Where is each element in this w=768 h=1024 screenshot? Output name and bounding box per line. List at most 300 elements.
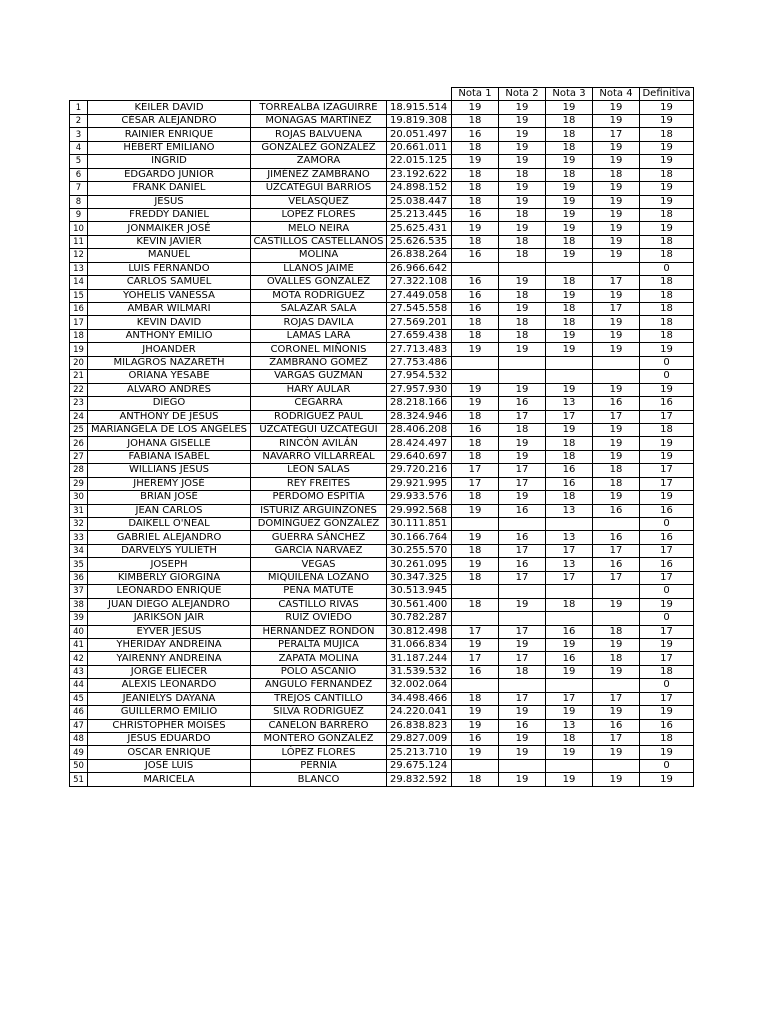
row-number: 41 (70, 638, 88, 651)
row-number: 39 (70, 612, 88, 625)
header-blank (251, 88, 387, 101)
table-row (70, 289, 694, 302)
student-id: 29.832.592 (387, 773, 452, 786)
student-id: 22.015.125 (387, 155, 452, 168)
grade-nota-3: 17 (546, 544, 593, 557)
table-row (70, 706, 694, 719)
grade-nota-2: 17 (499, 410, 546, 423)
grade-nota-3: 18 (546, 316, 593, 329)
student-first-name: MARICELA (88, 773, 251, 786)
grade-nota-2: 19 (499, 383, 546, 396)
table-row (70, 168, 694, 181)
row-number: 12 (70, 249, 88, 262)
header-definitiva: Definitiva (640, 88, 694, 101)
grade-nota-2: 19 (499, 343, 546, 356)
grade-definitiva: 18 (640, 249, 694, 262)
grade-nota-4: 19 (593, 706, 640, 719)
grade-nota-4: 19 (593, 343, 640, 356)
grade-nota-1: 18 (452, 598, 499, 611)
grade-nota-4: 16 (593, 531, 640, 544)
grade-nota-2: 19 (499, 733, 546, 746)
grade-nota-2: 18 (499, 289, 546, 302)
grade-nota-2: 16 (499, 397, 546, 410)
grade-nota-1: 19 (452, 706, 499, 719)
grade-nota-1: 19 (452, 746, 499, 759)
grade-nota-1: 18 (452, 410, 499, 423)
header-blank (70, 88, 88, 101)
grade-nota-4 (593, 518, 640, 531)
grade-nota-3: 19 (546, 101, 593, 114)
student-last-name: CEGARRA (251, 397, 387, 410)
grade-nota-3: 19 (546, 638, 593, 651)
grade-nota-4: 16 (593, 397, 640, 410)
grade-nota-4: 16 (593, 719, 640, 732)
table-row (70, 249, 694, 262)
student-first-name: JORGE ELIECER (88, 665, 251, 678)
student-first-name: JESÚS EDUARDO (88, 733, 251, 746)
table-row (70, 518, 694, 531)
student-first-name: KEVIN DAVID (88, 316, 251, 329)
grade-nota-4 (593, 370, 640, 383)
student-last-name: MOTA RODRÍGUEZ (251, 289, 387, 302)
grade-definitiva: 16 (640, 719, 694, 732)
student-last-name: ZAMBRANO GÓMEZ (251, 356, 387, 369)
student-last-name: MONTERO GONZÁLEZ (251, 733, 387, 746)
row-number: 27 (70, 450, 88, 463)
student-last-name: NAVARRO VILLARREAL (251, 450, 387, 463)
student-id: 29.933.576 (387, 491, 452, 504)
grade-definitiva: 18 (640, 329, 694, 342)
grade-nota-2: 18 (499, 249, 546, 262)
grade-nota-3: 18 (546, 128, 593, 141)
grade-nota-1: 19 (452, 343, 499, 356)
student-last-name: LÓPEZ FLORES (251, 746, 387, 759)
grade-nota-2: 17 (499, 652, 546, 665)
header-blank (88, 88, 251, 101)
grade-nota-3: 17 (546, 692, 593, 705)
student-last-name: ZAMORA (251, 155, 387, 168)
header-nota-4: Nota 4 (593, 88, 640, 101)
grade-nota-3: 18 (546, 437, 593, 450)
grade-nota-2 (499, 585, 546, 598)
row-number: 22 (70, 383, 88, 396)
student-first-name: KEVIN JAVIER (88, 235, 251, 248)
student-id: 20.661.011 (387, 141, 452, 154)
row-number: 38 (70, 598, 88, 611)
grade-definitiva: 19 (640, 598, 694, 611)
grade-nota-4: 19 (593, 289, 640, 302)
student-first-name: ANTHONY EMILIO (88, 329, 251, 342)
grade-nota-3: 19 (546, 746, 593, 759)
grade-nota-2: 19 (499, 182, 546, 195)
grade-nota-3: 18 (546, 303, 593, 316)
grade-nota-4 (593, 612, 640, 625)
row-number: 40 (70, 625, 88, 638)
student-last-name: TREJOS CANTILLO (251, 692, 387, 705)
grade-nota-4: 16 (593, 504, 640, 517)
student-id: 28.406.208 (387, 423, 452, 436)
table-row (70, 450, 694, 463)
grade-nota-3: 18 (546, 733, 593, 746)
row-number: 36 (70, 571, 88, 584)
grade-nota-3 (546, 585, 593, 598)
grade-nota-3: 19 (546, 329, 593, 342)
row-number: 33 (70, 531, 88, 544)
table-row (70, 464, 694, 477)
grade-nota-2: 18 (499, 316, 546, 329)
student-id: 27.545.558 (387, 303, 452, 316)
table-row (70, 383, 694, 396)
student-id: 29.675.124 (387, 759, 452, 772)
student-last-name: LAMAS LARA (251, 329, 387, 342)
grade-nota-2: 17 (499, 477, 546, 490)
student-last-name: RODRÍGUEZ PAUL (251, 410, 387, 423)
grade-nota-3: 13 (546, 397, 593, 410)
grade-nota-2: 19 (499, 437, 546, 450)
grade-nota-3: 19 (546, 773, 593, 786)
grade-definitiva: 18 (640, 128, 694, 141)
row-number: 7 (70, 182, 88, 195)
row-number: 2 (70, 114, 88, 127)
grade-nota-4: 19 (593, 491, 640, 504)
grade-definitiva: 17 (640, 625, 694, 638)
grade-nota-3: 16 (546, 652, 593, 665)
row-number: 14 (70, 276, 88, 289)
grade-definitiva: 17 (640, 544, 694, 557)
student-id: 30.261.095 (387, 558, 452, 571)
student-first-name: FREDDY DANIEL (88, 208, 251, 221)
grade-definitiva: 18 (640, 303, 694, 316)
grade-nota-3: 18 (546, 276, 593, 289)
student-first-name: GUILLERMO EMILIO (88, 706, 251, 719)
grade-nota-1: 18 (452, 114, 499, 127)
grade-nota-1: 16 (452, 665, 499, 678)
grade-nota-4: 17 (593, 303, 640, 316)
student-id: 28.324.946 (387, 410, 452, 423)
grade-nota-4: 17 (593, 692, 640, 705)
table-row (70, 182, 694, 195)
row-number: 28 (70, 464, 88, 477)
student-id: 29.827.009 (387, 733, 452, 746)
student-first-name: JONMAIKER JOSÉ (88, 222, 251, 235)
row-number: 17 (70, 316, 88, 329)
grade-nota-1: 17 (452, 464, 499, 477)
grade-definitiva: 0 (640, 370, 694, 383)
grade-definitiva: 19 (640, 182, 694, 195)
grade-nota-3: 13 (546, 504, 593, 517)
grade-nota-4: 18 (593, 168, 640, 181)
student-first-name: INGRID (88, 155, 251, 168)
grade-nota-1: 19 (452, 383, 499, 396)
student-first-name: MILAGROS NAZARETH (88, 356, 251, 369)
table-row (70, 343, 694, 356)
student-id: 30.347.325 (387, 571, 452, 584)
table-row (70, 759, 694, 772)
grade-nota-4: 19 (593, 195, 640, 208)
grade-nota-2: 19 (499, 128, 546, 141)
row-number: 49 (70, 746, 88, 759)
student-last-name: VARGAS GUZMÁN (251, 370, 387, 383)
grade-nota-1: 18 (452, 491, 499, 504)
table-row (70, 746, 694, 759)
student-first-name: JOHANA GISELLE (88, 437, 251, 450)
table-row (70, 101, 694, 114)
grade-nota-2: 16 (499, 504, 546, 517)
student-id: 27.753.486 (387, 356, 452, 369)
table-row (70, 491, 694, 504)
student-id: 27.957.930 (387, 383, 452, 396)
table-row (70, 114, 694, 127)
grade-definitiva: 19 (640, 773, 694, 786)
grade-nota-4: 19 (593, 746, 640, 759)
grade-nota-4: 19 (593, 329, 640, 342)
table-row (70, 329, 694, 342)
row-number: 18 (70, 329, 88, 342)
student-first-name: JOSEPH (88, 558, 251, 571)
student-id: 25.626.535 (387, 235, 452, 248)
table-row (70, 625, 694, 638)
grade-nota-2: 19 (499, 155, 546, 168)
grade-nota-3 (546, 370, 593, 383)
grade-definitiva: 18 (640, 235, 694, 248)
grade-nota-2: 18 (499, 208, 546, 221)
student-first-name: CHRISTOPHER MOISÉS (88, 719, 251, 732)
row-number: 37 (70, 585, 88, 598)
grade-nota-1: 19 (452, 558, 499, 571)
grade-nota-1 (452, 370, 499, 383)
grade-nota-3 (546, 356, 593, 369)
grade-nota-4: 19 (593, 638, 640, 651)
table-row (70, 276, 694, 289)
table-row (70, 423, 694, 436)
student-id: 31.539.532 (387, 665, 452, 678)
student-last-name: CORONEL MIÑONIS (251, 343, 387, 356)
grade-nota-1: 19 (452, 155, 499, 168)
grade-nota-3: 19 (546, 706, 593, 719)
student-first-name: LUIS FERNANDO (88, 262, 251, 275)
grade-nota-2: 18 (499, 168, 546, 181)
row-number: 47 (70, 719, 88, 732)
grade-nota-1: 18 (452, 195, 499, 208)
row-number: 51 (70, 773, 88, 786)
grade-nota-3: 19 (546, 155, 593, 168)
grade-definitiva: 19 (640, 437, 694, 450)
grade-nota-2 (499, 262, 546, 275)
student-last-name: MONAGAS MARTINEZ (251, 114, 387, 127)
student-id: 30.513.945 (387, 585, 452, 598)
grade-definitiva: 19 (640, 195, 694, 208)
student-first-name: KEILER DAVID (88, 101, 251, 114)
grade-definitiva: 19 (640, 222, 694, 235)
grade-definitiva: 17 (640, 464, 694, 477)
student-first-name: DIEGO (88, 397, 251, 410)
grade-nota-3: 19 (546, 665, 593, 678)
grade-nota-1: 19 (452, 504, 499, 517)
row-number: 25 (70, 423, 88, 436)
grade-definitiva: 18 (640, 168, 694, 181)
student-first-name: YAIRENNY ANDREINA (88, 652, 251, 665)
grade-nota-3: 16 (546, 464, 593, 477)
student-id: 27.322.108 (387, 276, 452, 289)
student-id: 29.720.216 (387, 464, 452, 477)
student-id: 25.038.447 (387, 195, 452, 208)
student-last-name: VELÁSQUEZ (251, 195, 387, 208)
row-number: 45 (70, 692, 88, 705)
grade-nota-3: 19 (546, 182, 593, 195)
grade-nota-1: 17 (452, 477, 499, 490)
grade-nota-4: 19 (593, 235, 640, 248)
grade-nota-4: 19 (593, 222, 640, 235)
table-row (70, 262, 694, 275)
grade-nota-3: 19 (546, 383, 593, 396)
grade-nota-2: 18 (499, 423, 546, 436)
grade-nota-1: 18 (452, 571, 499, 584)
row-number: 3 (70, 128, 88, 141)
grade-nota-2 (499, 518, 546, 531)
student-first-name: JESÚS (88, 195, 251, 208)
table-row (70, 652, 694, 665)
grade-definitiva: 0 (640, 759, 694, 772)
student-id: 30.255.570 (387, 544, 452, 557)
grade-nota-2: 18 (499, 665, 546, 678)
grade-nota-4: 17 (593, 128, 640, 141)
row-number: 19 (70, 343, 88, 356)
grade-nota-2: 19 (499, 773, 546, 786)
table-row (70, 612, 694, 625)
grade-definitiva: 18 (640, 316, 694, 329)
student-id: 26.838.823 (387, 719, 452, 732)
student-id: 29.992.568 (387, 504, 452, 517)
row-number: 30 (70, 491, 88, 504)
row-number: 43 (70, 665, 88, 678)
row-number: 13 (70, 262, 88, 275)
student-last-name: REY FREITES (251, 477, 387, 490)
grade-definitiva: 16 (640, 558, 694, 571)
student-id: 18.915.514 (387, 101, 452, 114)
grade-definitiva: 19 (640, 155, 694, 168)
student-first-name: LEONARDO ENRIQUE (88, 585, 251, 598)
student-id: 27.569.201 (387, 316, 452, 329)
student-first-name: MARIANGELA DE LOS ANGELES (88, 423, 251, 436)
table-row (70, 316, 694, 329)
grade-nota-4: 19 (593, 182, 640, 195)
student-last-name: SILVA RODRÍGUEZ (251, 706, 387, 719)
grade-nota-1: 18 (452, 316, 499, 329)
student-id: 30.782.287 (387, 612, 452, 625)
header-nota-3: Nota 3 (546, 88, 593, 101)
student-last-name: CASTILLO RIVAS (251, 598, 387, 611)
header-nota-1: Nota 1 (452, 88, 499, 101)
grade-nota-1: 19 (452, 531, 499, 544)
grade-nota-1 (452, 585, 499, 598)
student-last-name: CASTILLOS CASTELLANOS (251, 235, 387, 248)
student-last-name: VEGAS (251, 558, 387, 571)
student-last-name: OVALLES GONZÁLEZ (251, 276, 387, 289)
student-first-name: JHEREMY JOSÉ (88, 477, 251, 490)
table-row (70, 222, 694, 235)
row-number: 35 (70, 558, 88, 571)
student-id: 32.002.064 (387, 679, 452, 692)
student-last-name: PEÑA MATUTE (251, 585, 387, 598)
grade-nota-1 (452, 679, 499, 692)
grade-nota-3: 18 (546, 235, 593, 248)
grade-nota-2: 19 (499, 222, 546, 235)
grade-nota-2: 17 (499, 464, 546, 477)
student-last-name: LÓPEZ FLORES (251, 208, 387, 221)
grade-nota-4: 19 (593, 141, 640, 154)
grade-nota-4: 19 (593, 773, 640, 786)
grade-nota-1: 18 (452, 329, 499, 342)
header-row (70, 88, 694, 101)
student-id: 27.954.532 (387, 370, 452, 383)
student-id: 24.220.041 (387, 706, 452, 719)
grade-nota-1 (452, 518, 499, 531)
grade-nota-2: 17 (499, 625, 546, 638)
grade-nota-3: 19 (546, 222, 593, 235)
header-blank (387, 88, 452, 101)
grade-nota-3: 19 (546, 208, 593, 221)
grade-nota-2: 19 (499, 276, 546, 289)
student-id: 34.498.466 (387, 692, 452, 705)
student-first-name: GABRIEL ALEJANDRO (88, 531, 251, 544)
grade-nota-4: 17 (593, 544, 640, 557)
grade-nota-4: 17 (593, 276, 640, 289)
grade-nota-3: 18 (546, 141, 593, 154)
student-last-name: RINCÓN AVILÁN (251, 437, 387, 450)
table-row (70, 638, 694, 651)
table-row (70, 692, 694, 705)
student-first-name: JHOANDER (88, 343, 251, 356)
grade-definitiva: 19 (640, 141, 694, 154)
grade-nota-3 (546, 759, 593, 772)
row-number: 32 (70, 518, 88, 531)
student-last-name: ISTURIZ ARGUINZONES (251, 504, 387, 517)
grade-definitiva: 0 (640, 356, 694, 369)
student-last-name: ROJAS DAVILA (251, 316, 387, 329)
student-first-name: YHERIDAY ANDREINA (88, 638, 251, 651)
grade-definitiva: 17 (640, 477, 694, 490)
student-id: 31.066.834 (387, 638, 452, 651)
row-number: 5 (70, 155, 88, 168)
grade-nota-4: 19 (593, 598, 640, 611)
grade-nota-1: 16 (452, 276, 499, 289)
row-number: 21 (70, 370, 88, 383)
student-last-name: BLANCO (251, 773, 387, 786)
grade-nota-1: 16 (452, 423, 499, 436)
student-first-name: ORIANA YESABE (88, 370, 251, 383)
student-last-name: GARCÍA NARVÁEZ (251, 544, 387, 557)
grade-nota-1: 16 (452, 128, 499, 141)
grade-definitiva: 18 (640, 733, 694, 746)
student-last-name: RUIZ OVIEDO (251, 612, 387, 625)
student-last-name: ROJAS BALVUENA (251, 128, 387, 141)
grade-definitiva: 19 (640, 746, 694, 759)
grade-nota-4: 17 (593, 410, 640, 423)
grade-nota-2: 16 (499, 558, 546, 571)
grade-definitiva: 0 (640, 612, 694, 625)
grade-definitiva: 0 (640, 585, 694, 598)
student-first-name: RAINIER ENRIQUE (88, 128, 251, 141)
grade-nota-3 (546, 612, 593, 625)
grade-nota-2: 17 (499, 544, 546, 557)
grade-nota-4 (593, 356, 640, 369)
grade-nota-1: 18 (452, 544, 499, 557)
grade-nota-1: 19 (452, 101, 499, 114)
grade-nota-3: 18 (546, 491, 593, 504)
grade-nota-2: 17 (499, 571, 546, 584)
grade-nota-1: 18 (452, 450, 499, 463)
student-last-name: MELO NEIRA (251, 222, 387, 235)
